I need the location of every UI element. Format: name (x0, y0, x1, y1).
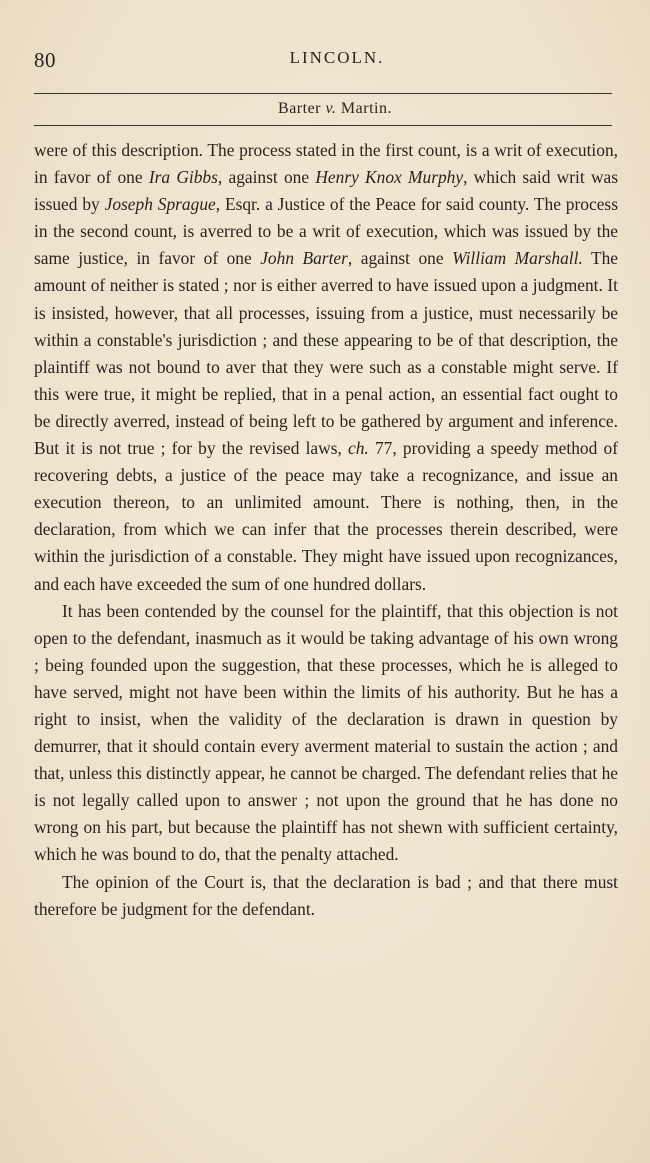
case-plaintiff: Barter (278, 100, 321, 117)
text-run: , Esqr. a Justice of the Peace for said county. The process in the second count, is averred to be a writ of execution, which was issued by the same justice, in favor of one (34, 194, 618, 269)
running-head (34, 44, 610, 74)
case-name (0, 100, 650, 118)
paragraph-3: The opinion of the Court is, that the declaration is bad ; and that there must therefore be judgment for the defendant. (34, 871, 618, 919)
italic-name: John Barter (260, 248, 348, 269)
page-number: 80 (34, 48, 56, 72)
case-versus: v. (325, 100, 337, 117)
text-run: , against one (347, 248, 453, 269)
paragraph-1 (34, 137, 618, 598)
italic-name: Ira Gibbs (148, 167, 218, 188)
running-title: LINCOLN. (289, 48, 385, 67)
italic-name: Henry Knox Murphy (315, 167, 464, 188)
paragraph-2: It has been contended by the counsel for the plaintiff, that this objection is not open to the defendant, inasmuch as it would be taking advantage of his own wrong ; being founded upon the suggestion, that these processes, which he is alleged to have served, might not have been within the limits of his authority. But he has a right to insist, when the validity of the declaration is drawn in question by demurrer, that it should contain every averment material to sustain the action ; and that, unless this distinctly appear, he cannot be charged. The defendant relies that he is not legally called upon to answer ; not upon the ground that he has done no wrong on his part, but because the plaintiff has not shewn with sufficient certainty, which he was bound to do, that the penalty attached. (34, 600, 618, 865)
italic-citation: ch. (348, 438, 369, 459)
top-rule (34, 93, 612, 94)
italic-name: William Marshall. (452, 248, 583, 269)
text-run: The amount of neither is stated ; nor is either averred to have issued upon a judgment. It is insisted, however, that all processes, issuing from a justice, must necessarily be within a constable's jurisdiction ; and these appearing to be of that description, the plaintiff was not bound to aver that they were such as a constable might serve. If this were true, it might be replied, that in a penal action, an essential fact ought to be directly averred, instead of being left to be gathered by argument and inference. But it is not true ; for by the revised laws, (34, 248, 619, 459)
case-rule (34, 125, 612, 126)
case-defendant: Martin. (340, 100, 392, 117)
italic-name: Joseph Sprague (104, 194, 216, 215)
text-run: , which said writ was issued by (34, 167, 618, 215)
text-run: were of this description. The process stated in the first count, is a writ of execution, in favor of one (34, 140, 618, 188)
text-run: , against one (217, 167, 316, 188)
opinion-body (34, 137, 618, 923)
text-run: 77, providing a speedy method of recovering debts, a justice of the peace may take a recognizance, and issue an execution thereon, to an unlimited amount. There is nothing, then, in the declaration, from which we can infer that the processes therein described, were within the jurisdiction of a constable. They might have issued upon recognizances, and each have exceeded the sum of one hundred dollars. (34, 438, 618, 594)
